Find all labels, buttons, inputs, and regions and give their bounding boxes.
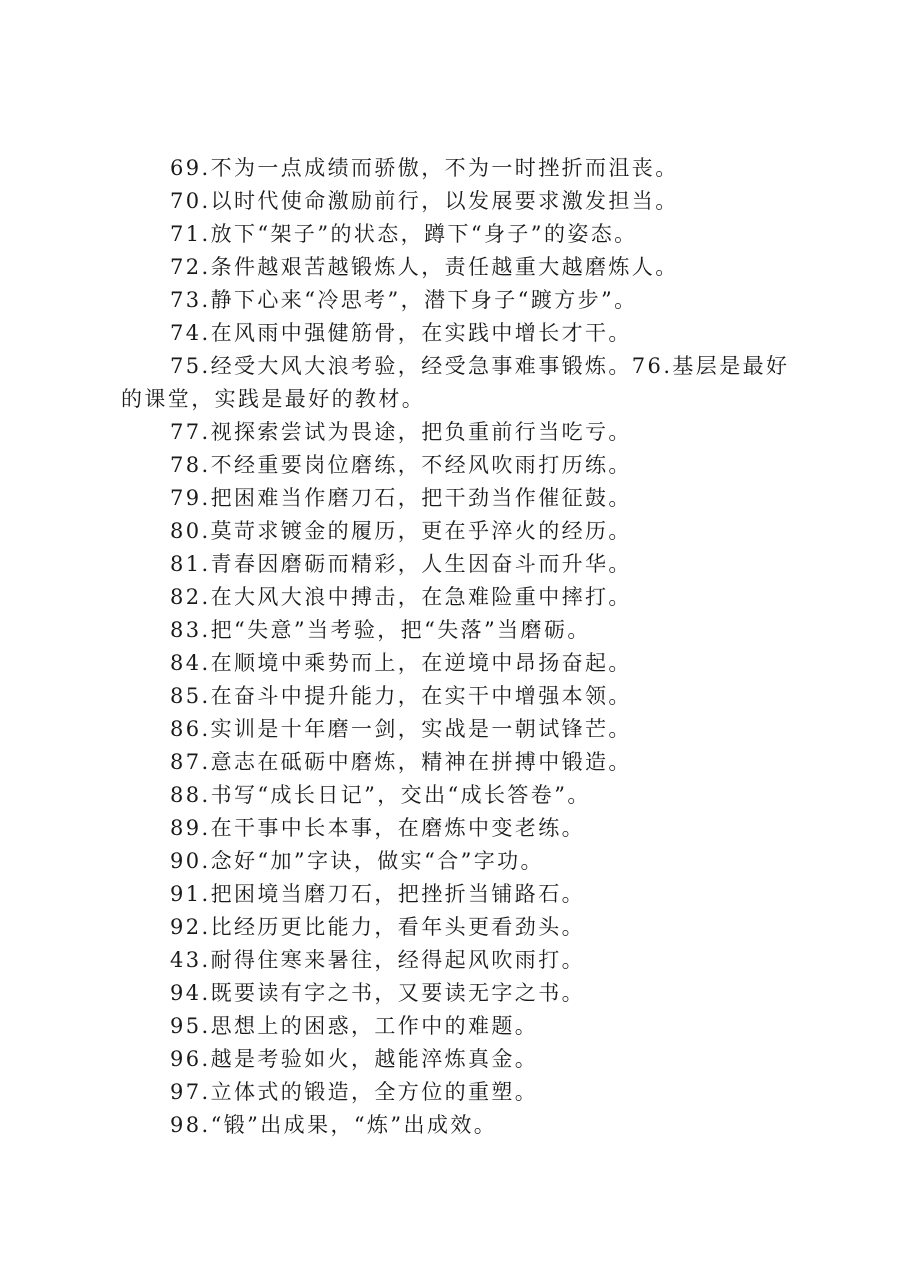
list-item: 85.在奋斗中提升能力，在实干中增强本领。: [170, 684, 632, 708]
list-item: 74.在风雨中强健筋骨，在实践中增长才干。: [170, 321, 632, 345]
list-item: 43.耐得住寒来暑往，经得起风吹雨打。: [170, 948, 585, 972]
wrapped-paragraph: 75.经受大风大浪考验，经受急事难事锻炼。76.基层是最好的课堂，实践是最好的教材。: [121, 354, 790, 411]
list-item: 95.思想上的困惑，工作中的难题。: [170, 1014, 539, 1038]
list-item: 89.在干事中长本事，在磨炼中变老练。: [170, 816, 585, 840]
list-item: 69.不为一点成绩而骄傲，不为一时挫折而沮丧。: [170, 156, 679, 180]
list-item: 77.视探索尝试为畏途，把负重前行当吃亏。: [170, 420, 632, 444]
list-item: 98.“锻”出成果，“炼”出成效。: [170, 1113, 498, 1137]
list-item: 96.越是考验如火，越能淬炼真金。: [170, 1047, 539, 1071]
list-item: 92.比经历更比能力，看年头更看劲头。: [170, 915, 585, 939]
list-item: 73.静下心来“冷思考”，潜下身子“踱方步”。: [170, 288, 638, 312]
list-item: 88.书写“成长日记”，交出“成长答卷”。: [170, 783, 591, 807]
list-item: 82.在大风大浪中搏击，在急难险重中摔打。: [170, 585, 632, 609]
list-item: 78.不经重要岗位磨练，不经风吹雨打历练。: [170, 453, 632, 477]
list-item: 94.既要读有字之书，又要读无字之书。: [170, 981, 585, 1005]
list-item: 80.莫苛求镀金的履历，更在乎淬火的经历。: [170, 519, 632, 543]
list-item: 79.把困难当作磨刀石，把干劲当作催征鼓。: [170, 486, 632, 510]
list-item: 90.念好“加”字诀，做实“合”字功。: [170, 849, 544, 873]
list-item: 72.条件越艰苦越锻炼人，责任越重大越磨炼人。: [170, 255, 679, 279]
list-item: 86.实训是十年磨一剑，实战是一朝试锋芒。: [170, 717, 632, 741]
list-item: 84.在顺境中乘势而上，在逆境中昂扬奋起。: [170, 651, 632, 675]
document-body: [121, 152, 811, 1142]
list-item: 97.立体式的锻造，全方位的重塑。: [170, 1080, 539, 1104]
list-item: 87.意志在砥砺中磨炼，精神在拼搏中锻造。: [170, 750, 632, 774]
list-item: 81.青春因磨砺而精彩，人生因奋斗而升华。: [170, 552, 632, 576]
list-item: 91.把困境当磨刀石，把挫折当铺路石。: [170, 882, 585, 906]
list-item: 71.放下“架子”的状态，蹲下“身子”的姿态。: [170, 222, 638, 246]
list-item: 70.以时代使命激励前行，以发展要求激发担当。: [170, 189, 679, 213]
list-item: 83.把“失意”当考验，把“失落”当磨砺。: [170, 618, 591, 642]
